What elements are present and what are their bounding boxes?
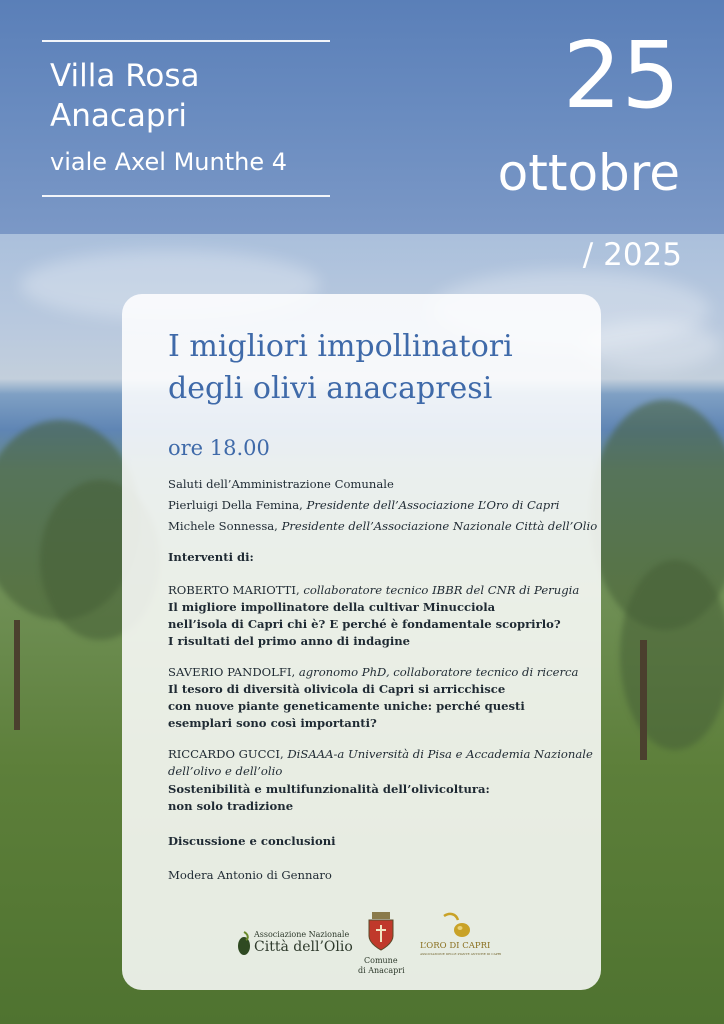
logo-citta-olio xyxy=(234,926,353,960)
talk-speaker-line xyxy=(168,665,578,679)
discussion-heading: Discussione e conclusioni xyxy=(168,834,336,848)
logo-citta-big: Città dell’Olio xyxy=(254,939,353,955)
greeting-role: Presidente dell’Associazione Nazionale Città dell’Olio xyxy=(281,519,598,533)
event-time: ore 18.00 xyxy=(168,436,270,460)
greeting-citta-olio xyxy=(168,519,597,533)
talk-speaker: RICCARDO GUCCI, xyxy=(168,747,288,761)
talk-role: DiSAAA-a Università di Pisa e Accademia Nazionale xyxy=(287,747,593,761)
talk-title-line: I risultati del primo anno di indagine xyxy=(168,634,411,648)
date-year: / 2025 xyxy=(582,237,682,273)
talk-title-line: nell’isola di Capri chi è? E perché è fondamentale scoprirlo? xyxy=(168,617,561,631)
olive-leaf-icon xyxy=(234,930,254,956)
venue-town: Anacapri xyxy=(50,98,187,134)
logo-oro-sub: ASSOCIAZIONE DELLE PIANTE ANTICHE DI CAPRI xyxy=(420,952,502,956)
venue-name: Villa Rosa xyxy=(50,58,200,94)
logo-oro-di-capri xyxy=(418,910,502,960)
greeting-name: Michele Sonnessa, xyxy=(168,519,282,533)
event-title-line2: degli olivi anacapresi xyxy=(168,371,493,406)
greeting-name: Pierluigi Della Femina, xyxy=(168,498,307,512)
talk-title-line: Il tesoro di diversità olivicola di Capri si arricchisce xyxy=(168,682,506,696)
talk-title-line: esemplari sono così importanti? xyxy=(168,716,377,730)
event-title-line1: I migliori impollinatori xyxy=(168,329,513,364)
logo-citta-small: Associazione Nazionale xyxy=(254,930,350,939)
divider-bottom xyxy=(42,195,330,197)
tree-trunk xyxy=(14,620,20,730)
greeting-oro-di-capri xyxy=(168,498,559,512)
event-title xyxy=(168,326,588,410)
olive-tree xyxy=(620,560,724,750)
date-day: 25 xyxy=(562,22,680,129)
talk-speaker: ROBERTO MARIOTTI, xyxy=(168,583,304,597)
talk-speaker: SAVERIO PANDOLFI, xyxy=(168,665,299,679)
talk-speaker-line xyxy=(168,583,579,597)
greeting-role: Presidente dell’Associazione L’Oro di Capri xyxy=(306,498,560,512)
interventi-heading: Interventi di: xyxy=(168,550,254,564)
divider-top xyxy=(42,40,330,42)
logo-comune-line1: Comune xyxy=(364,956,398,965)
tree-trunk xyxy=(640,640,647,760)
logo-comune-anacapri xyxy=(356,912,406,982)
cloud xyxy=(580,320,720,370)
logo-oro-text: L’ORO DI CAPRI xyxy=(420,941,491,951)
talk-role: collaboratore tecnico IBBR del CNR di Perugia xyxy=(303,583,580,597)
talk-speaker-line xyxy=(168,747,593,761)
talk-title-line: con nuove piante geneticamente uniche: perché questi xyxy=(168,699,525,713)
olive-gold-icon xyxy=(438,910,478,940)
moderator: Modera Antonio di Gennaro xyxy=(168,868,332,882)
talk-title-line: Sostenibilità e multifunzionalità dell’olivicoltura: xyxy=(168,782,490,796)
talk-title-line: Il migliore impollinatore della cultivar Minucciola xyxy=(168,600,496,614)
greeting-administration: Saluti dell’Amministrazione Comunale xyxy=(168,477,394,491)
logo-comune-line2: di Anacapri xyxy=(358,966,405,975)
coat-of-arms-icon xyxy=(366,912,396,952)
talk-title-line: non solo tradizione xyxy=(168,799,294,813)
talk-role: agronomo PhD, collaboratore tecnico di ricerca xyxy=(298,665,579,679)
date-month: ottobre xyxy=(497,144,680,202)
venue-address: viale Axel Munthe 4 xyxy=(50,148,287,176)
talk-role-continued: dell’olivo e dell’olio xyxy=(168,764,283,778)
